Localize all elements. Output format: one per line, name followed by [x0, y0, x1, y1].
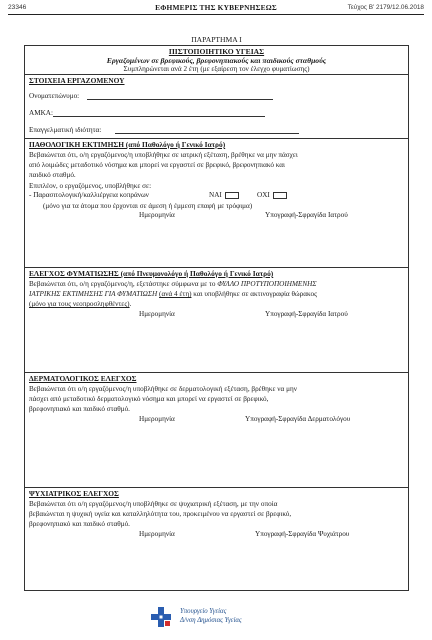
- no-checkbox[interactable]: [273, 192, 287, 199]
- tuberculosis-date-label: Ημερομηνία: [139, 309, 175, 318]
- name-label: Ονοματεπώνυμο:: [29, 92, 80, 100]
- dermatology-text-3: βρεφονηπιακό και παιδικό σταθμό.: [29, 405, 130, 414]
- pathology-section: [25, 139, 408, 268]
- tuberculosis-text-3: [29, 299, 404, 309]
- dermatology-sign-row: [29, 415, 404, 427]
- tuberculosis-text-2c: και υποβλήθηκε σε ακτινογραφία θώρακος: [191, 290, 317, 299]
- certificate-document: [24, 35, 409, 591]
- pathology-section-title: ΠΑΘΟΛΟΓΙΚΗ ΕΚΤΙΜΗΣΗ (από Παθολόγο ή Γενικό Ιατρό): [29, 140, 226, 149]
- stool-exam-label: - Παρασιτολογική/καλλιέργεια κοπράνων: [29, 190, 149, 199]
- annex-label: ΠΑΡΑΡΤΗΜΑ Ι: [191, 35, 242, 44]
- amka-field[interactable]: [29, 109, 404, 123]
- dermatology-section-title: ΔΕΡΜΑΤΟΛΟΓΙΚΟΣ ΕΛΕΓΧΟΣ: [29, 374, 137, 383]
- profession-label: Επαγγελματική ιδιότητα:: [29, 126, 102, 134]
- tuberculosis-signature-label: Υπογραφή-Σφραγίδα Ιατρού: [265, 309, 348, 318]
- psychiatry-date-label: Ημερομηνία: [139, 529, 175, 538]
- employee-section: [25, 75, 408, 139]
- tuberculosis-interval: (ανά 4 έτη): [159, 290, 192, 299]
- psychiatry-section-title: ΨΥΧΙΑΤΡΙΚΟΣ ΕΛΕΓΧΟΣ: [29, 489, 119, 498]
- dermatology-date-label: Ημερομηνία: [139, 414, 175, 423]
- yes-checkbox[interactable]: [225, 192, 239, 199]
- psychiatry-text-1: Βεβαιώνεται ότι ο/η εργαζόμενος/η υποβλήθηκε σε ψυχιατρική εξέταση, με την οποία: [29, 500, 278, 508]
- yes-label: ΝΑΙ: [209, 190, 222, 199]
- tuberculosis-text-1a: Βεβαιώνεται ότι, ο/η εργαζόμενος/η, εξετάστηκε σύμφωνα με το: [29, 280, 218, 288]
- pathology-text-2: από λοιμώδες μεταδοτικό νόσημα και μπορεί να εργαστεί σε βρεφικό, βρεφονηπιακό και: [29, 161, 285, 170]
- amka-label: ΑΜΚΑ:: [29, 109, 53, 117]
- stool-exam-row: [29, 191, 404, 201]
- tuberculosis-text-3-end: .: [129, 300, 132, 309]
- header-divider: [8, 14, 424, 15]
- amka-line[interactable]: [53, 116, 265, 117]
- no-label: ΟΧΙ: [257, 190, 270, 199]
- ministry-name: Υπουργείο Υγείας: [180, 608, 227, 615]
- tuberculosis-text-2: [29, 289, 404, 299]
- dermatology-section: [25, 373, 408, 488]
- tuberculosis-form-name-2: ΙΑΤΡΙΚΗΣ ΕΚΤΙΜΗΣΗΣ ΓΙΑ ΦΥΜΑΤΙΩΣΗ: [29, 290, 158, 299]
- pathology-signature-label: Υπογραφή-Σφραγίδα Ιατρού: [265, 211, 348, 220]
- directorate-name: Δ/νση Δημόσιας Υγείας: [180, 617, 242, 624]
- renewal-note: Συμπληρώνεται ανά 2 έτη (με εξαίρεση τον έλεγχο φυματίωσης): [25, 65, 408, 75]
- pathology-text-4: Επιπλέον, ο εργαζόμενος, υποβλήθηκε σε:: [29, 181, 152, 190]
- tuberculosis-section: [25, 268, 408, 373]
- tuberculosis-newhire-note: (μόνο για τους νεοπροσληφθέντες): [29, 300, 130, 309]
- ministry-footer: [0, 601, 432, 633]
- gazette-title: ΕΦΗΜΕΡΙΣ ΤΗΣ ΚΥΒΕΡΝΗΣΕΩΣ: [155, 3, 277, 12]
- certificate-title: ΠΙΣΤΟΠΟΙΗΤΙΚΟ ΥΓΕΙΑΣ: [168, 47, 265, 56]
- pathology-text-1: Βεβαιώνεται ότι, ο/η εργαζόμενος/η υποβλήθηκε σε ιατρική εξέταση, βρέθηκε να μην πάσχει: [29, 151, 298, 159]
- dermatology-text-2: πάσχει από μεταδοτικό δερματολογικό νόσημα και μπορεί να εργαστεί σε βρεφικό,: [29, 395, 269, 404]
- certificate-subtitle: Εργαζομένων σε βρεφικούς, βρεφονηπιακούς και παιδικούς σταθμούς: [106, 56, 327, 65]
- psychiatry-text-2: βεβαιώνεται η ψυχική υγεία και καταλληλότητα του, προκειμένου να εργαστεί σε βρεφικό,: [29, 510, 292, 519]
- gazette-header: [0, 0, 432, 16]
- pathology-text-3: παιδικό σταθμό.: [29, 171, 76, 180]
- employee-section-title: ΣΤΟΙΧΕΙΑ ΕΡΓΑΖΟΜΕΝΟΥ: [29, 76, 125, 85]
- psychiatry-section: [25, 488, 408, 590]
- psychiatry-text-3: βρεφονηπιακό και παιδικό σταθμό.: [29, 520, 130, 529]
- dermatology-signature-label: Υπογραφή-Σφραγίδα Δερματολόγου: [245, 414, 351, 423]
- profession-field[interactable]: [29, 126, 404, 140]
- psychiatry-signature-label: Υπογραφή-Σφραγίδα Ψυχιάτρου: [255, 529, 350, 538]
- profession-line[interactable]: [115, 133, 299, 134]
- psychiatry-sign-row: [29, 530, 404, 542]
- pathology-date-label: Ημερομηνία: [139, 211, 175, 220]
- tuberculosis-sign-row: [29, 310, 404, 322]
- tuberculosis-section-title: ΕΛΕΓΧΟΣ ΦΥΜΑΤΙΩΣΗΣ (από Πνευμονολόγο ή Παθολόγο ή Γενικό Ιατρό): [29, 269, 274, 278]
- no-option[interactable]: [257, 191, 287, 199]
- tuberculosis-text-1: [29, 279, 404, 289]
- pathology-sign-row: [29, 211, 404, 223]
- stool-exam-note: (μόνο για τα άτομα που έρχονται σε άμεση ή έμμεση επαφή με τρόφιμα): [43, 201, 253, 210]
- tuberculosis-form-name-1: ΦΥΛΛΟ ΠΡΟΤΥΠΟΠΟΙΗΜΕΝΗΣ: [217, 280, 317, 288]
- name-line[interactable]: [87, 99, 273, 100]
- yes-option[interactable]: [209, 191, 239, 199]
- name-field[interactable]: [29, 92, 404, 106]
- issue-number: Τεύχος Β’ 2179/12.06.2018: [347, 4, 424, 11]
- certificate-frame: [24, 45, 409, 591]
- dermatology-text-1: Βεβαιώνεται ότι ο/η εργαζόμενος/η υποβλήθηκε σε δερματολογική εξέταση, βρέθηκε να μην: [29, 385, 297, 393]
- ministry-logo-icon: [150, 606, 172, 628]
- page-number: 23346: [8, 4, 27, 11]
